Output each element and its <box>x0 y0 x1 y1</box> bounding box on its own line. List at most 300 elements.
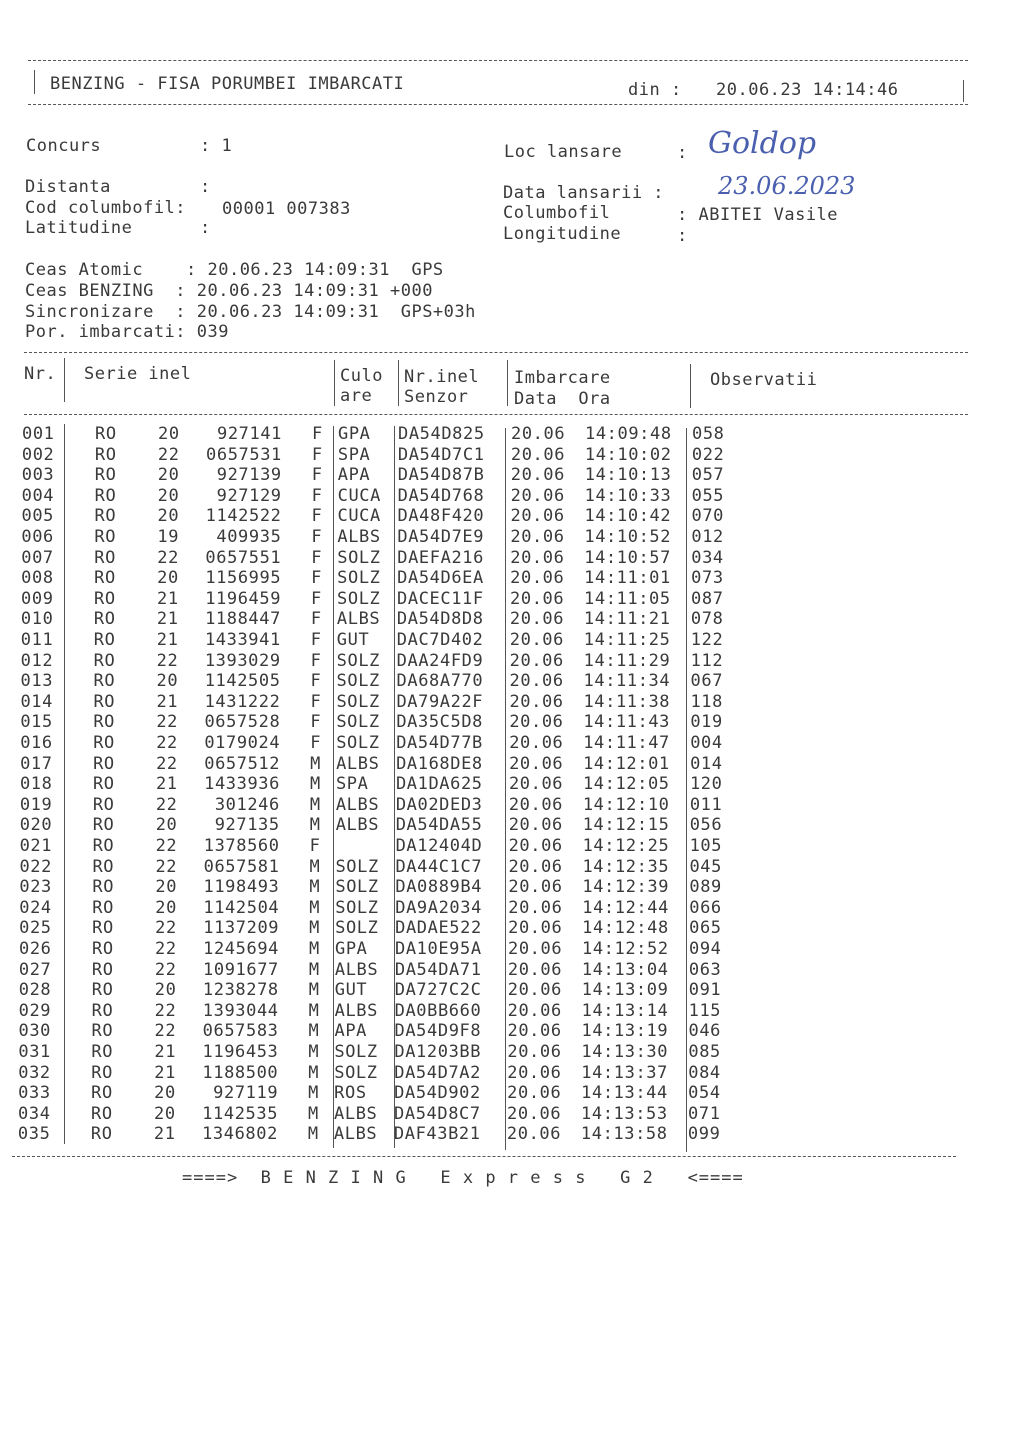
row-color: ALBS <box>334 1000 378 1021</box>
row-nr: 024 <box>19 897 52 918</box>
row-country: RO <box>93 733 115 753</box>
loc-lansare-label: Loc lansare <box>504 142 623 162</box>
row-sensor: DA54D902 <box>394 1083 481 1104</box>
row-sex: M <box>308 1021 320 1042</box>
row-nr: 032 <box>18 1062 51 1083</box>
row-sensor: DA68A770 <box>396 671 484 692</box>
row-ring: 0657528 <box>204 712 281 733</box>
row-time: 14:11:05 <box>584 588 671 609</box>
row-sensor: DA54D7E9 <box>397 527 485 547</box>
row-ring: 1196453 <box>202 1042 279 1062</box>
row-nr: 033 <box>18 1083 51 1104</box>
row-observatii: 085 <box>688 1042 721 1062</box>
row-date: 20.06 <box>510 568 565 589</box>
row-color: SOLZ <box>337 547 381 568</box>
row-sensor: DAA24FD9 <box>396 650 484 671</box>
row-sex: M <box>310 753 321 774</box>
row-observatii: 004 <box>690 733 723 753</box>
row-year: 22 <box>155 794 178 815</box>
porumbei-imbarcati-line: Por. imbarcati: 039 <box>25 322 229 342</box>
row-time: 14:12:25 <box>582 836 670 856</box>
table-row <box>0 1001 1024 1022</box>
latitudine-label: Latitudine <box>25 218 133 238</box>
loc-lansare-handwritten: Goldop <box>708 126 817 161</box>
row-ring: 1142535 <box>202 1103 279 1124</box>
row-year: 22 <box>154 1000 177 1021</box>
row-nr: 013 <box>20 671 54 692</box>
row-sex: M <box>308 1062 320 1083</box>
row-date: 20.06 <box>507 1103 562 1124</box>
row-country: RO <box>94 465 117 486</box>
row-observatii: 056 <box>689 815 723 836</box>
table-row <box>0 1124 1024 1145</box>
row-date: 20.06 <box>508 897 563 918</box>
row-color: SOLZ <box>335 877 379 898</box>
row-color: APA <box>337 465 371 486</box>
row-time: 14:10:33 <box>584 485 672 506</box>
row-date: 20.06 <box>509 691 564 712</box>
row-ring: 409935 <box>216 527 282 547</box>
row-sensor: DA9A2034 <box>395 897 482 918</box>
row-time: 14:13:44 <box>581 1083 668 1104</box>
table-row <box>0 1104 1024 1125</box>
row-nr: 010 <box>20 609 54 630</box>
row-time: 14:11:01 <box>584 568 671 589</box>
row-sex: F <box>310 733 322 753</box>
row-color: ALBS <box>334 1103 378 1124</box>
row-country: RO <box>93 671 116 692</box>
row-date: 20.06 <box>508 794 564 815</box>
row-date: 20.06 <box>509 630 564 650</box>
row-color: SOLZ <box>334 1042 378 1062</box>
row-observatii: 067 <box>690 671 724 692</box>
column-header-nrinel-1: Nr.inel <box>404 367 480 387</box>
row-nr: 030 <box>18 1021 52 1042</box>
row-time: 14:11:47 <box>583 733 670 753</box>
row-ring: 1378560 <box>203 836 280 856</box>
table-row <box>0 1042 1024 1063</box>
row-sensor: DA54D77B <box>396 733 483 753</box>
row-sex: F <box>311 444 323 465</box>
header-divider-3 <box>398 360 399 406</box>
table-row <box>0 712 1024 733</box>
table-row <box>0 506 1024 527</box>
row-year: 21 <box>157 588 179 609</box>
table-row <box>0 815 1024 836</box>
row-ring: 1198493 <box>203 877 280 898</box>
row-nr: 012 <box>20 650 54 671</box>
ceas-atomic-line: Ceas Atomic : 20.06.23 14:09:31 GPS <box>25 260 444 280</box>
table-row <box>0 671 1024 692</box>
row-nr: 029 <box>18 1000 52 1021</box>
row-country: RO <box>93 609 116 630</box>
table-row <box>0 754 1024 775</box>
row-country: RO <box>91 1021 114 1042</box>
row-ring: 1137209 <box>203 918 280 939</box>
row-observatii: 078 <box>690 609 724 630</box>
row-country: RO <box>91 1000 114 1021</box>
row-year: 21 <box>154 1062 176 1083</box>
row-country: RO <box>91 980 114 1001</box>
row-nr: 027 <box>18 959 52 980</box>
row-year: 20 <box>158 424 180 444</box>
row-ring: 0657551 <box>205 547 282 568</box>
row-date: 20.06 <box>508 836 563 856</box>
row-date: 20.06 <box>510 588 565 609</box>
row-nr: 016 <box>20 733 53 753</box>
row-color: SOLZ <box>337 588 381 609</box>
row-time: 14:13:14 <box>581 1000 669 1021</box>
table-row <box>0 445 1024 466</box>
row-nr: 028 <box>18 980 52 1001</box>
row-ring: 1393029 <box>204 650 281 671</box>
row-year: 21 <box>156 691 179 712</box>
row-country: RO <box>92 939 114 959</box>
header-divider-2 <box>334 360 335 406</box>
row-observatii: 122 <box>690 630 724 650</box>
row-nr: 011 <box>20 630 54 650</box>
data-lansarii-label: Data lansarii : <box>503 183 665 203</box>
row-sensor: DA44C1C7 <box>395 856 483 877</box>
row-year: 20 <box>155 815 178 836</box>
row-country: RO <box>94 568 116 589</box>
row-time: 14:10:52 <box>584 527 672 547</box>
row-nr: 018 <box>19 774 53 795</box>
concurs-value: : 1 <box>200 136 233 156</box>
row-country: RO <box>94 547 116 568</box>
row-observatii: 045 <box>689 856 722 877</box>
row-observatii: 019 <box>690 712 723 733</box>
row-country: RO <box>92 918 114 939</box>
header-right-edge <box>963 80 964 102</box>
row-nr: 015 <box>20 712 53 733</box>
row-sex: M <box>309 939 320 959</box>
table-row <box>0 836 1024 857</box>
row-nr: 020 <box>19 815 53 836</box>
row-sensor: DA54D87B <box>397 465 485 486</box>
column-header-nrinel-2: Senzor <box>404 387 469 407</box>
row-sex: F <box>310 650 322 671</box>
row-sex: M <box>309 774 321 795</box>
row-sex: F <box>311 506 323 527</box>
row-ring: 1196459 <box>205 588 282 609</box>
row-year: 22 <box>157 444 180 465</box>
row-ring: 1142505 <box>204 671 281 692</box>
body-divider-5 <box>686 428 687 1152</box>
row-date: 20.06 <box>508 774 564 795</box>
table-row <box>0 857 1024 878</box>
row-year: 19 <box>157 527 180 547</box>
row-time: 14:12:44 <box>582 897 669 918</box>
row-color: SOLZ <box>336 712 380 733</box>
row-date: 20.06 <box>507 1042 562 1062</box>
row-year: 21 <box>156 630 179 650</box>
row-nr: 022 <box>19 856 52 877</box>
row-year: 22 <box>155 939 177 959</box>
row-color: ALBS <box>337 527 381 547</box>
row-year: 22 <box>155 836 178 856</box>
row-sensor: DA02DED3 <box>395 794 483 815</box>
row-sex: M <box>308 1103 319 1124</box>
row-date: 20.06 <box>509 733 564 753</box>
table-row <box>0 795 1024 816</box>
row-date: 20.06 <box>508 877 563 898</box>
table-row <box>0 918 1024 939</box>
row-date: 20.06 <box>510 485 565 506</box>
row-color: SOLZ <box>335 918 379 939</box>
column-header-observatii: Observatii <box>710 370 818 390</box>
row-ring: 0657512 <box>204 753 281 774</box>
row-sex: F <box>311 527 323 547</box>
distanta-label: Distanta <box>25 177 111 197</box>
body-divider-2 <box>333 426 334 1148</box>
row-nr: 007 <box>21 547 54 568</box>
row-year: 20 <box>157 465 180 486</box>
row-sex: M <box>308 1042 320 1062</box>
row-sex: F <box>311 568 322 589</box>
row-date: 20.06 <box>510 547 565 568</box>
row-observatii: 011 <box>689 794 723 815</box>
row-sex: F <box>310 691 322 712</box>
row-time: 14:13:19 <box>581 1021 669 1042</box>
row-country: RO <box>93 630 116 650</box>
row-sex: M <box>309 918 320 939</box>
row-sex: M <box>309 815 321 836</box>
row-sensor: DA727C2C <box>394 980 482 1001</box>
row-time: 14:13:04 <box>581 959 669 980</box>
row-sex: F <box>310 630 322 650</box>
row-observatii: 071 <box>688 1103 721 1124</box>
row-country: RO <box>90 1124 113 1145</box>
header-divider-4 <box>507 360 508 406</box>
row-time: 14:12:39 <box>582 877 670 898</box>
row-observatii: 063 <box>688 959 722 980</box>
row-country: RO <box>92 856 115 877</box>
table-row <box>0 651 1024 672</box>
row-time: 14:13:37 <box>581 1062 668 1083</box>
table-row <box>0 877 1024 898</box>
row-sensor: DA0BB660 <box>394 1000 482 1021</box>
row-ring: 1346802 <box>202 1124 278 1145</box>
row-ring: 1091677 <box>203 959 279 980</box>
row-color: SOLZ <box>336 733 380 753</box>
row-year: 20 <box>154 1083 176 1104</box>
row-time: 14:11:21 <box>583 609 671 630</box>
row-observatii: 091 <box>688 980 722 1001</box>
row-sensor: DA10E95A <box>395 939 482 959</box>
row-sex: F <box>309 836 321 856</box>
column-header-serie: Serie inel <box>84 364 192 384</box>
row-observatii: 118 <box>690 691 723 712</box>
row-nr: 034 <box>18 1103 51 1124</box>
row-sensor: DADAE522 <box>395 918 482 939</box>
row-ring: 927119 <box>213 1083 279 1104</box>
row-sensor: DA54DA71 <box>394 959 482 980</box>
print-date-value: 20.06.23 14:14:46 <box>716 80 899 100</box>
row-color: ALBS <box>335 794 380 815</box>
row-observatii: 084 <box>688 1062 721 1083</box>
table-row <box>0 980 1024 1001</box>
row-color: CUCA <box>337 506 381 527</box>
cod-columbofil-value: 00001 007383 <box>222 199 351 219</box>
row-country: RO <box>95 424 117 444</box>
row-sex: M <box>308 1000 320 1021</box>
ceas-benzing-line: Ceas BENZING : 20.06.23 14:09:31 +000 <box>25 281 433 301</box>
row-sex: F <box>310 671 322 692</box>
row-nr: 005 <box>21 506 55 527</box>
table-row <box>0 960 1024 981</box>
row-time: 14:11:29 <box>583 650 671 671</box>
row-country: RO <box>91 1103 113 1124</box>
table-row <box>0 774 1024 795</box>
row-country: RO <box>94 588 116 609</box>
row-country: RO <box>93 753 115 774</box>
row-sensor: DA54D9F8 <box>394 1021 482 1042</box>
row-time: 14:13:30 <box>581 1042 669 1062</box>
row-color: SOLZ <box>336 650 381 671</box>
row-nr: 026 <box>19 939 52 959</box>
row-year: 21 <box>153 1124 176 1145</box>
table-row <box>0 1083 1024 1104</box>
row-year: 20 <box>155 897 177 918</box>
row-year: 22 <box>155 918 177 939</box>
row-date: 20.06 <box>508 939 563 959</box>
row-country: RO <box>92 836 115 856</box>
row-color: ALBS <box>333 1124 378 1145</box>
row-nr: 001 <box>22 424 55 444</box>
row-sensor: DA54D8C7 <box>394 1103 481 1124</box>
table-row <box>0 1021 1024 1042</box>
row-year: 22 <box>154 1021 177 1042</box>
table-row <box>0 548 1024 569</box>
row-ring: 1433941 <box>204 630 281 650</box>
row-date: 20.06 <box>507 980 562 1001</box>
row-sensor: DA168DE8 <box>396 753 483 774</box>
row-nr: 035 <box>17 1124 51 1145</box>
row-sex: M <box>308 959 320 980</box>
row-time: 14:12:01 <box>583 753 670 774</box>
table-row <box>0 733 1024 754</box>
row-country: RO <box>92 774 115 795</box>
row-observatii: 120 <box>689 774 723 795</box>
header-divider-1 <box>64 358 65 402</box>
row-sex: F <box>310 712 322 733</box>
row-time: 14:12:52 <box>582 939 669 959</box>
row-nr: 006 <box>21 527 54 547</box>
row-date: 20.06 <box>509 650 564 671</box>
row-sensor: DA54D8D8 <box>396 609 484 630</box>
row-date: 20.06 <box>508 856 563 877</box>
row-sensor: DA1203BB <box>394 1042 482 1062</box>
row-year: 22 <box>155 856 178 877</box>
table-row <box>0 486 1024 507</box>
columbofil-value: : ABITEI Vasile <box>677 205 839 225</box>
row-country: RO <box>91 1083 113 1104</box>
row-time: 14:12:48 <box>582 918 669 939</box>
table-row <box>0 424 1024 445</box>
row-country: RO <box>92 794 115 815</box>
row-color: SOLZ <box>335 856 379 877</box>
row-time: 14:10:57 <box>584 547 671 568</box>
row-color: APA <box>334 1021 368 1042</box>
row-date: 20.06 <box>507 1062 562 1083</box>
row-nr: 008 <box>21 568 54 589</box>
table-row <box>0 609 1024 630</box>
column-header-imbarcare-2: Data Ora <box>514 389 611 409</box>
row-time: 14:11:43 <box>583 712 670 733</box>
row-nr: 025 <box>19 918 52 939</box>
row-color: GPA <box>338 424 371 444</box>
column-header-culoare-1: Culo <box>340 366 383 386</box>
row-date: 20.06 <box>510 465 565 486</box>
table-row <box>0 589 1024 610</box>
table-row <box>0 465 1024 486</box>
row-observatii: 112 <box>690 650 724 671</box>
row-color: SOLZ <box>337 568 381 589</box>
row-time: 14:11:34 <box>583 671 671 692</box>
row-observatii: 055 <box>691 485 725 506</box>
row-color: GUT <box>336 630 370 650</box>
row-ring: 1142504 <box>203 897 280 918</box>
table-row <box>0 692 1024 713</box>
header-bottom-rule <box>28 104 968 105</box>
row-ring: 1393044 <box>202 1000 279 1021</box>
row-country: RO <box>93 650 116 671</box>
row-country: RO <box>94 527 117 547</box>
row-year: 22 <box>156 753 178 774</box>
row-time: 14:13:58 <box>580 1124 668 1145</box>
header-divider-5 <box>690 364 691 408</box>
row-date: 20.06 <box>508 815 563 836</box>
row-time: 14:10:02 <box>584 444 672 465</box>
row-observatii: 034 <box>691 547 724 568</box>
row-sex: M <box>309 856 321 877</box>
row-time: 14:12:35 <box>582 856 670 877</box>
row-sex: F <box>311 465 323 486</box>
row-sensor: DA54D825 <box>398 424 485 444</box>
row-color: SOLZ <box>336 691 380 712</box>
table-header-bottom-rule <box>24 414 968 415</box>
row-sex: F <box>312 424 323 444</box>
row-sex: M <box>309 877 321 898</box>
row-color: SOLZ <box>335 897 379 918</box>
row-observatii: 094 <box>689 939 722 959</box>
body-divider-1 <box>64 424 65 1144</box>
row-year: 20 <box>157 506 180 527</box>
row-time: 14:10:13 <box>584 465 672 486</box>
row-country: RO <box>91 1042 114 1062</box>
row-observatii: 073 <box>691 568 724 589</box>
row-year: 20 <box>157 568 179 589</box>
row-year: 20 <box>157 485 180 506</box>
row-nr: 004 <box>21 485 55 506</box>
row-ring: 927139 <box>216 465 282 486</box>
row-observatii: 054 <box>688 1083 721 1104</box>
column-header-imbarcare-1: Imbarcare <box>514 368 611 388</box>
row-year: 20 <box>154 980 177 1001</box>
header-left-edge <box>34 70 35 94</box>
row-observatii: 099 <box>687 1124 721 1145</box>
row-nr: 019 <box>19 794 53 815</box>
row-country: RO <box>91 959 114 980</box>
row-sensor: DA54DA55 <box>395 815 483 836</box>
table-row <box>0 630 1024 651</box>
row-ring: 1431222 <box>204 691 281 712</box>
row-observatii: 105 <box>689 836 723 856</box>
row-sex: F <box>311 485 323 506</box>
row-year: 22 <box>156 733 178 753</box>
row-sensor: DA48F420 <box>397 506 485 527</box>
